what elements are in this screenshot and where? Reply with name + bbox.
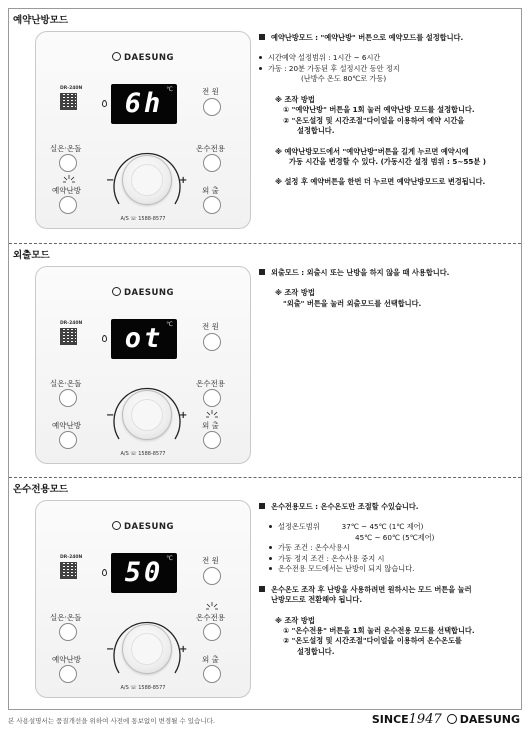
display-value: ot (124, 323, 164, 354)
hotwater-label: 온수전용 (196, 379, 225, 388)
hotwater-button[interactable] (203, 154, 221, 172)
hotwater-mode-description: 온수전용모드 : 온수온도만 조절할 수있습니다. 설정온도범위 37℃ ~ 45℃ (1℃ 제어) 45℃ ~ 60℃ (5℃제어) 가동 조건 : 온수사용시 가동 정지 조건 : 온수사용 중지 시 온수전용 모드에서는 난방이 되지 않습니다. 온수온도 조작 후 난방을 사용하려면 원하시는 모드 버튼을 눌러 난방모드로 전환해야 됩니다. ※ 조작 방법 ① "온수전용" 버튼을 1회 눌러 온수전용 모드를 선택합니다. ② "온도설정 및 시간조절"다이얼을 이용하여 온수온도를 설정합니다. (259, 502, 475, 657)
bullet-dot-icon (259, 67, 262, 70)
active-light-icon (206, 602, 218, 610)
reserve-heating-button[interactable] (59, 665, 77, 683)
bullet-dot-icon (269, 546, 272, 549)
minus-icon: − (106, 410, 115, 421)
controller-panel (35, 266, 251, 464)
water-drop-icon (102, 569, 107, 576)
section-title: 외출모드 (13, 250, 50, 261)
away-button[interactable] (203, 431, 221, 449)
plus-icon: + (179, 644, 188, 655)
display-value: 50 (124, 557, 164, 588)
away-mode-section (9, 244, 521, 477)
qr-code-icon (60, 93, 77, 110)
bullet-dot-icon (269, 525, 272, 528)
power-label: 전 원 (202, 556, 219, 565)
brand-logo: DAESUNG (36, 521, 250, 532)
power-button[interactable] (203, 98, 221, 116)
hotwater-button[interactable] (203, 389, 221, 407)
controller-panel (35, 500, 251, 698)
bullet-dot-icon (269, 567, 272, 570)
as-phone: A/S ☏ 1588-8577 (120, 451, 166, 457)
minus-icon: − (106, 644, 115, 655)
bullet-square-icon (259, 586, 265, 592)
indoor-label: 실온·온돌 (50, 379, 82, 388)
controller-panel (35, 31, 251, 229)
footer-notice: 본 사용설명서는 품질개선을 위하여 사전에 통보없이 변경될 수 있습니다. (8, 717, 215, 725)
plus-icon: + (179, 175, 188, 186)
active-light-icon (63, 175, 75, 183)
away-label: 외 출 (202, 421, 219, 430)
lcd-display (111, 84, 177, 124)
plus-icon: + (179, 410, 188, 421)
bullet-square-icon (259, 269, 265, 275)
reserve-heating-button[interactable] (59, 431, 77, 449)
qr-code-icon (60, 328, 77, 345)
model-label: DR-240N (60, 86, 83, 91)
footer-brand-logo: SINCE1947 DAESUNG (371, 712, 520, 727)
lcd-display (111, 319, 177, 359)
temperature-time-dial[interactable] (122, 155, 172, 205)
brand-logo: DAESUNG (36, 287, 250, 298)
celsius-unit: ℃ (166, 86, 173, 93)
away-button[interactable] (203, 665, 221, 683)
as-phone: A/S ☏ 1588-8577 (120, 685, 166, 691)
brand-logo-icon (112, 287, 121, 296)
reserve-label: 예약난방 (52, 655, 81, 664)
power-label: 전 원 (202, 87, 219, 96)
section-title: 예약난방모드 (13, 15, 69, 26)
power-label: 전 원 (202, 322, 219, 331)
qr-code-icon (60, 562, 77, 579)
indoor-floor-button[interactable] (59, 154, 77, 172)
lcd-display (111, 553, 177, 593)
temperature-time-dial[interactable] (122, 390, 172, 440)
celsius-unit: ℃ (166, 555, 173, 562)
indoor-label: 실온·온돌 (50, 613, 82, 622)
bullet-square-icon (259, 503, 265, 509)
indoor-label: 실온·온돌 (50, 144, 82, 153)
indoor-floor-button[interactable] (59, 623, 77, 641)
brand-logo-icon (447, 714, 457, 724)
power-button[interactable] (203, 567, 221, 585)
brand-logo-icon (112, 52, 121, 61)
model-label: DR-240N (60, 321, 83, 326)
reserve-heating-button[interactable] (59, 196, 77, 214)
celsius-unit: ℃ (166, 321, 173, 328)
indoor-floor-button[interactable] (59, 389, 77, 407)
away-mode-description: 외출모드 : 외출시 또는 난방을 하지 않을 때 사용합니다. ※ 조작 방법 "외출" 버튼을 눌러 외출모드를 선택합니다. (259, 268, 449, 309)
away-label: 외 출 (202, 655, 219, 664)
hotwater-button[interactable] (203, 623, 221, 641)
reserve-mode-section (9, 9, 521, 243)
water-drop-icon (102, 335, 107, 342)
brand-logo-icon (112, 521, 121, 530)
hotwater-label: 온수전용 (196, 144, 225, 153)
bullet-dot-icon (259, 56, 262, 59)
section-title: 온수전용모드 (13, 484, 69, 495)
minus-icon: − (106, 175, 115, 186)
reserve-label: 예약난방 (52, 186, 81, 195)
brand-logo: DAESUNG (36, 52, 250, 63)
hotwater-mode-section (9, 478, 521, 710)
manual-page (8, 8, 522, 710)
model-label: DR-240N (60, 555, 83, 560)
bullet-dot-icon (269, 557, 272, 560)
water-drop-icon (102, 100, 107, 107)
away-button[interactable] (203, 196, 221, 214)
as-phone: A/S ☏ 1588-8577 (120, 216, 166, 222)
away-label: 외 출 (202, 186, 219, 195)
bullet-square-icon (259, 34, 265, 40)
reserve-mode-description: 예약난방모드 : "예약난방" 버튼으로 예약모드를 설정합니다. 시간예약 설정범위 : 1시간 ~ 6시간 가동 : 20분 가동된 후 설정시간 동안 정지 (난방수 온도 80℃로 가동) ※ 조작 방법 ① "예약난방" 버튼을 1회 눌러 예약난방 모드를 설정합니다. ② "온도설정 및 시간조절"다이얼을 이용하여 예약 시간을 설정합니다. ※ 예약난방모드에서 "예약난방"버튼을 길게 누르면 예약시에 가동 시간을 변경할 수 있다. (가동시간 설정 범위 : 5~55분 ) ※ 설정 후 예약버튼을 한번 더 누르면 예약난방모드로 변경됩니다. (259, 33, 486, 188)
reserve-label: 예약난방 (52, 421, 81, 430)
display-value: 6h (124, 88, 164, 119)
hotwater-label: 온수전용 (196, 613, 225, 622)
temperature-time-dial[interactable] (122, 624, 172, 674)
power-button[interactable] (203, 333, 221, 351)
active-light-icon (206, 410, 218, 418)
